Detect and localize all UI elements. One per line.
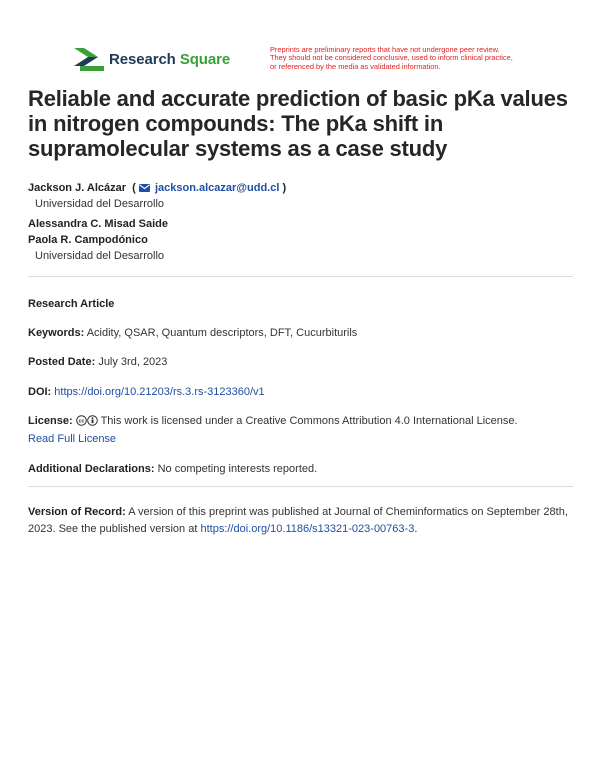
published-version-link[interactable]: https://doi.org/10.1186/s13321-023-00763-3 [200,523,415,535]
research-square-logo-icon [74,46,104,72]
doi-link[interactable]: https://doi.org/10.21203/rs.3.rs-3123360/v1 [54,386,265,398]
author-name: Jackson J. Alcázar [28,182,127,194]
research-square-logo[interactable] [74,46,230,72]
declarations-label: Additional Declarations: [28,463,155,475]
version-of-record-text: A version of this preprint was published at Journal of Cheminformatics on September 28th, 2023. See the published version at [28,506,568,535]
author-3 [28,232,573,248]
divider [28,276,573,277]
author-affiliation: Universidad del Desarrollo [35,198,165,210]
posted-date [28,354,573,370]
author-name: Alessandra C. Misad Saide [28,218,168,230]
author-email-link[interactable]: jackson.alcazar@udd.cl [154,182,280,194]
brand-word-research: Research [109,50,176,68]
author-name: Paola R. Campodónico [28,234,148,246]
license [28,413,573,447]
version-of-record [28,504,573,538]
read-full-license-link[interactable]: Read Full License [28,433,117,445]
brand-name [109,51,230,68]
license-label: License: [28,415,73,427]
declarations-value: No competing interests reported. [157,463,318,475]
article-type-label: Research Article [28,298,115,310]
license-text: This work is licensed under a Creative Commons Attribution 4.0 International License. [100,415,518,427]
envelope-icon [139,181,150,197]
posted-date-value: July 3rd, 2023 [98,356,168,368]
creative-commons-icon [76,415,87,431]
paper-title: Reliable and accurate prediction of basic pKa values in nitrogen compounds: The pKa shift in supramolecular systems as a case study [28,86,568,161]
paren-close: ) [282,182,287,194]
article-type [28,296,573,312]
version-of-record-label: Version of Record: [28,506,126,518]
additional-declarations [28,461,573,477]
doi [28,384,573,400]
paren-open: ( [129,182,136,194]
author-list [28,180,573,264]
doi-label: DOI: [28,386,52,398]
keywords-label: Keywords: [28,327,85,339]
keywords [28,325,573,341]
attribution-icon [87,415,98,431]
version-of-record-end: . [414,523,418,535]
preprint-disclaimer: Preprints are preliminary reports that have not undergone peer review. They should not be considered conclusive, used to inform clinical practice, or referenced by the media as validated information. [270,45,513,71]
page-header [74,46,574,76]
author-1 [28,180,573,196]
brand-word-square: Square [179,50,231,68]
keywords-value: Acidity, QSAR, Quantum descriptors, DFT, Cucurbiturils [86,327,358,339]
author-2 [28,216,573,232]
svg-text:cc: cc [78,418,85,425]
divider [28,486,573,487]
posted-date-label: Posted Date: [28,356,96,368]
author-affiliation: Universidad del Desarrollo [35,250,165,262]
